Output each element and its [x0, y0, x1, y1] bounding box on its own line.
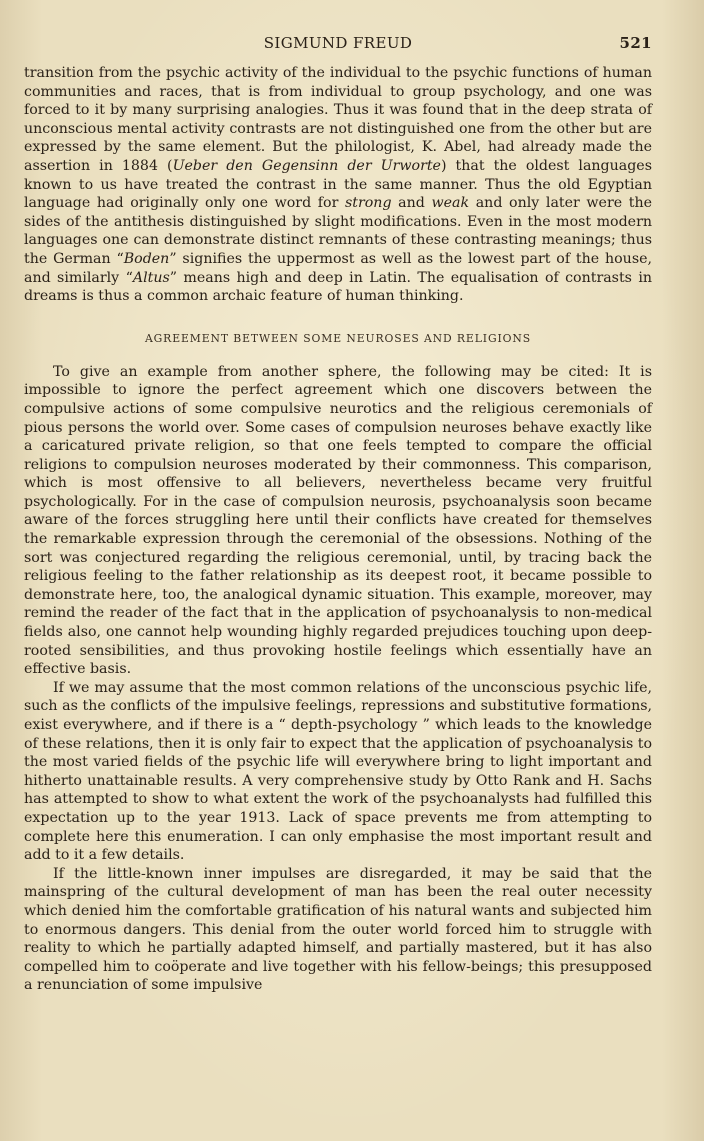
body-paragraph-1: To give an example from another sphere, the following may be cited: It is impossible to ignore the perfect agreement which one discovers between the compulsive actions of some compulsive neurotics and the religious ceremonials of pious persons the world over. Some cases of compulsion neuroses behave exactly like a caricatured private religion, so that one feels tempted to compare the official religions to compulsion neuroses moderated by their commonness. This comparison, which is most offensive to all believers, nevertheless became very fruitful psychologically. For in the case of compulsion neurosis, psychoanalysis soon became aware of the forces struggling here until their conflicts have created for themselves the remarkable expression through the ceremonial of the obsessions. Nothing of the sort was conjectured regarding the religious ceremonial, until, by tracing back the religious feeling to the father relationship as its deepest root, it became possible to demonstrate here, too, the analogical dynamic situation. This example, moreover, may remind the reader of the fact that in the application of psychoanalysis to non-medical fields also, one cannot help wounding highly regarded prejudices touching upon deep-rooted sensibilities, and thus provoking hostile feelings which essentially have an effective basis. [24, 363, 652, 678]
running-header [24, 34, 652, 56]
intro-text-4: and only later were the sides of the antithesis distinguished by slight modifications. Even in the most modern languages one can demonstrate distinct remnants of these contrasting meanings; thus the German “ [24, 195, 652, 267]
intro-text-6: ” means high and deep in Latin. The equalisation of contrasts in dreams is thus a common archaic feature of human thinking. [24, 269, 653, 305]
body-paragraph-2: If we may assume that the most common relations of the unconscious psychic life, such as the conflicts of the impulsive feelings, repressions and substitutive formations, exist everywhere, and if there is a “ depth-psychology ” which leads to the knowledge of these relations, then it is only fair to expect that the application of psychoanalysis to the most varied fields of the psychic life will everywhere bring to light important and hitherto unattainable results. A very comprehensive study by Otto Rank and H. Sachs has attempted to show to what extent the work of the psychoanalysts had fulfilled this expectation up to the year 1913. Lack of space prevents me from attempting to complete here this enumeration. I can only emphasise the most important result and add to it a few details. [24, 679, 652, 864]
intro-text-5: ” signifies the uppermost as well as the lowest part of the house, and similarly “ [24, 250, 652, 286]
intro-text-2: ) that the oldest languages known to us have treated the contrast in the same manner. Thus the old Egyptian language had originally only one word for [24, 157, 652, 212]
word-weak: weak [431, 195, 470, 212]
word-altus: Altus [132, 269, 170, 286]
intro-paragraph [24, 64, 652, 306]
word-strong: strong [345, 195, 392, 212]
running-title: SIGMUND FREUD [263, 34, 413, 52]
intro-text-3: and [391, 195, 432, 212]
section-heading: AGREEMENT BETWEEN SOME NEUROSES AND RELIGIONS [144, 331, 532, 345]
book-page [24, 34, 652, 995]
book-title: Ueber den Gegensinn der Urworte [172, 157, 441, 174]
word-boden: Boden [123, 250, 170, 267]
intro-text-1: transition from the psychic activity of the individual to the psychic functions of human communities and races, that is from individual to group psychology, and one was forced to it by many surprising analogies. Thus it was found that in the deep strata of unconscious mental activity contrasts are not distinguished one from the other but are expressed by the same element. But the philologist, K. Abel, had already made the assertion in 1884 ( [24, 65, 652, 174]
page-number: 521 [619, 34, 652, 52]
body-paragraph-3: If the little-known inner impulses are disregarded, it may be said that the mainspring of the cultural development of man has been the real outer necessity which denied him the comfortable gratification of his natural wants and subjected him to enormous dangers. This denial from the outer world forced him to struggle with reality to which he partially adapted himself, and partially mastered, but it has also compelled him to coöperate and live together with his fellow-beings; this presupposed a renunciation of some impulsive [24, 865, 652, 994]
